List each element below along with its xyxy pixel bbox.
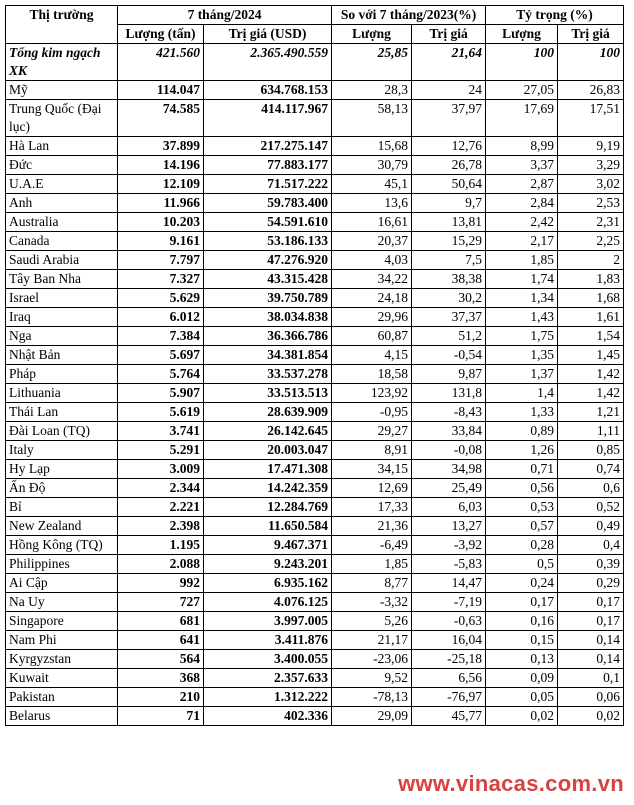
row-market: Iraq — [6, 308, 118, 327]
row-share-value: 26,83 — [558, 81, 624, 100]
row-share-volume: 3,37 — [486, 156, 558, 175]
row-share-value: 1,45 — [558, 346, 624, 365]
row-market: Anh — [6, 194, 118, 213]
table-row — [6, 517, 624, 536]
row-value: 26.142.645 — [204, 422, 332, 441]
row-volume: 7.797 — [118, 251, 204, 270]
row-volume: 74.585 — [118, 100, 204, 137]
row-value: 34.381.854 — [204, 346, 332, 365]
row-cmp-volume: 21,36 — [332, 517, 412, 536]
row-volume: 114.047 — [118, 81, 204, 100]
row-cmp-value: 6,03 — [412, 498, 486, 517]
row-share-volume: 0,57 — [486, 517, 558, 536]
row-share-value: 2,53 — [558, 194, 624, 213]
table-row — [6, 707, 624, 726]
total-share-value: 100 — [558, 44, 624, 81]
row-share-volume: 2,87 — [486, 175, 558, 194]
row-share-volume: 27,05 — [486, 81, 558, 100]
row-share-volume: 1,4 — [486, 384, 558, 403]
header-market: Thị trường — [6, 6, 118, 44]
row-value: 4.076.125 — [204, 593, 332, 612]
row-share-volume: 2,42 — [486, 213, 558, 232]
row-cmp-value: -0,63 — [412, 612, 486, 631]
row-market: Lithuania — [6, 384, 118, 403]
table-row — [6, 612, 624, 631]
row-value: 36.366.786 — [204, 327, 332, 346]
row-cmp-value: 131,8 — [412, 384, 486, 403]
row-cmp-value: 25,49 — [412, 479, 486, 498]
row-share-value: 0,17 — [558, 593, 624, 612]
row-cmp-volume: -78,13 — [332, 688, 412, 707]
row-value: 39.750.789 — [204, 289, 332, 308]
row-cmp-value: 37,97 — [412, 100, 486, 137]
row-market: Thái Lan — [6, 403, 118, 422]
table-row — [6, 384, 624, 403]
row-volume: 1.195 — [118, 536, 204, 555]
row-cmp-volume: 34,15 — [332, 460, 412, 479]
row-cmp-volume: 123,92 — [332, 384, 412, 403]
export-table — [5, 5, 624, 726]
row-share-volume: 2,17 — [486, 232, 558, 251]
row-cmp-value: 34,98 — [412, 460, 486, 479]
table-row — [6, 479, 624, 498]
row-market: Ấn Độ — [6, 479, 118, 498]
table-row — [6, 688, 624, 707]
row-share-value: 2 — [558, 251, 624, 270]
row-share-volume: 1,74 — [486, 270, 558, 289]
row-market: Bỉ — [6, 498, 118, 517]
table-row — [6, 365, 624, 384]
row-volume: 10.203 — [118, 213, 204, 232]
row-volume: 2.344 — [118, 479, 204, 498]
row-cmp-volume: 30,79 — [332, 156, 412, 175]
row-cmp-volume: 1,85 — [332, 555, 412, 574]
row-value: 71.517.222 — [204, 175, 332, 194]
row-cmp-value: 13,81 — [412, 213, 486, 232]
total-cmp-value: 21,64 — [412, 44, 486, 81]
row-volume: 3.741 — [118, 422, 204, 441]
table-row — [6, 422, 624, 441]
row-value: 217.275.147 — [204, 137, 332, 156]
row-share-volume: 0,09 — [486, 669, 558, 688]
row-volume: 14.196 — [118, 156, 204, 175]
row-share-volume: 1,37 — [486, 365, 558, 384]
row-value: 47.276.920 — [204, 251, 332, 270]
row-share-volume: 0,17 — [486, 593, 558, 612]
row-share-value: 1,11 — [558, 422, 624, 441]
table-row — [6, 81, 624, 100]
row-volume: 71 — [118, 707, 204, 726]
row-cmp-value: 15,29 — [412, 232, 486, 251]
table-row — [6, 650, 624, 669]
row-share-volume: 1,75 — [486, 327, 558, 346]
table-row — [6, 137, 624, 156]
row-cmp-value: -0,54 — [412, 346, 486, 365]
row-volume: 727 — [118, 593, 204, 612]
row-cmp-volume: 18,58 — [332, 365, 412, 384]
row-market: Trung Quốc (Đại lục) — [6, 100, 118, 137]
header-cmp-volume: Lượng — [332, 25, 412, 44]
row-cmp-volume: 4,15 — [332, 346, 412, 365]
row-share-value: 0,49 — [558, 517, 624, 536]
row-share-value: 0,06 — [558, 688, 624, 707]
row-cmp-volume: 58,13 — [332, 100, 412, 137]
row-market: Hồng Kông (TQ) — [6, 536, 118, 555]
header-cmp-value: Trị giá — [412, 25, 486, 44]
row-cmp-value: -8,43 — [412, 403, 486, 422]
table-row — [6, 270, 624, 289]
header-share-value: Trị giá — [558, 25, 624, 44]
row-value: 414.117.967 — [204, 100, 332, 137]
row-cmp-volume: 29,27 — [332, 422, 412, 441]
row-cmp-value: -76,97 — [412, 688, 486, 707]
row-volume: 2.088 — [118, 555, 204, 574]
row-cmp-volume: 17,33 — [332, 498, 412, 517]
row-cmp-volume: 28,3 — [332, 81, 412, 100]
row-cmp-volume: 9,52 — [332, 669, 412, 688]
row-cmp-value: 45,77 — [412, 707, 486, 726]
row-cmp-value: 51,2 — [412, 327, 486, 346]
row-cmp-value: 6,56 — [412, 669, 486, 688]
row-share-value: 0,74 — [558, 460, 624, 479]
row-market: Belarus — [6, 707, 118, 726]
row-cmp-volume: 5,26 — [332, 612, 412, 631]
row-volume: 5.619 — [118, 403, 204, 422]
row-cmp-volume: -6,49 — [332, 536, 412, 555]
row-market: Kyrgyzstan — [6, 650, 118, 669]
row-share-volume: 0,24 — [486, 574, 558, 593]
row-cmp-value: 16,04 — [412, 631, 486, 650]
row-share-value: 3,02 — [558, 175, 624, 194]
row-value: 1.312.222 — [204, 688, 332, 707]
row-volume: 641 — [118, 631, 204, 650]
row-market: Ai Cập — [6, 574, 118, 593]
total-volume: 421.560 — [118, 44, 204, 81]
row-cmp-value: 33,84 — [412, 422, 486, 441]
row-market: Israel — [6, 289, 118, 308]
row-cmp-value: 24 — [412, 81, 486, 100]
row-market: Pháp — [6, 365, 118, 384]
row-value: 59.783.400 — [204, 194, 332, 213]
row-cmp-volume: 34,22 — [332, 270, 412, 289]
row-market: U.A.E — [6, 175, 118, 194]
row-market: Đức — [6, 156, 118, 175]
row-volume: 12.109 — [118, 175, 204, 194]
row-cmp-volume: 24,18 — [332, 289, 412, 308]
row-volume: 37.899 — [118, 137, 204, 156]
row-share-value: 0,29 — [558, 574, 624, 593]
row-market: Italy — [6, 441, 118, 460]
header-compare: So với 7 tháng/2023(%) — [332, 6, 486, 25]
table-row — [6, 289, 624, 308]
row-share-value: 1,54 — [558, 327, 624, 346]
row-share-volume: 0,5 — [486, 555, 558, 574]
table-row — [6, 346, 624, 365]
row-cmp-value: 37,37 — [412, 308, 486, 327]
row-cmp-value: -25,18 — [412, 650, 486, 669]
row-cmp-volume: 60,87 — [332, 327, 412, 346]
header-period: 7 tháng/2024 — [118, 6, 332, 25]
row-cmp-volume: 4,03 — [332, 251, 412, 270]
row-cmp-volume: -0,95 — [332, 403, 412, 422]
row-market: Singapore — [6, 612, 118, 631]
row-cmp-value: 14,47 — [412, 574, 486, 593]
row-share-value: 17,51 — [558, 100, 624, 137]
row-volume: 2.398 — [118, 517, 204, 536]
row-share-value: 2,31 — [558, 213, 624, 232]
row-share-value: 0,14 — [558, 631, 624, 650]
row-cmp-volume: 29,96 — [332, 308, 412, 327]
row-cmp-volume: 20,37 — [332, 232, 412, 251]
row-share-value: 1,83 — [558, 270, 624, 289]
row-volume: 6.012 — [118, 308, 204, 327]
row-share-volume: 1,34 — [486, 289, 558, 308]
total-cmp-volume: 25,85 — [332, 44, 412, 81]
table-row — [6, 536, 624, 555]
row-share-volume: 0,53 — [486, 498, 558, 517]
row-value: 33.513.513 — [204, 384, 332, 403]
row-market: Hà Lan — [6, 137, 118, 156]
row-volume: 7.327 — [118, 270, 204, 289]
row-market: Nam Phi — [6, 631, 118, 650]
row-market: Tây Ban Nha — [6, 270, 118, 289]
row-value: 402.336 — [204, 707, 332, 726]
row-share-value: 1,68 — [558, 289, 624, 308]
row-volume: 5.907 — [118, 384, 204, 403]
row-share-value: 0,14 — [558, 650, 624, 669]
table-body — [6, 44, 624, 726]
row-share-value: 0,17 — [558, 612, 624, 631]
row-value: 38.034.838 — [204, 308, 332, 327]
row-volume: 992 — [118, 574, 204, 593]
row-cmp-volume: 29,09 — [332, 707, 412, 726]
row-market: Đài Loan (TQ) — [6, 422, 118, 441]
watermark-text: www.vinacas.com.vn — [398, 771, 624, 796]
row-volume: 5.291 — [118, 441, 204, 460]
table-row — [6, 669, 624, 688]
row-volume: 3.009 — [118, 460, 204, 479]
row-value: 17.471.308 — [204, 460, 332, 479]
row-value: 14.242.359 — [204, 479, 332, 498]
row-cmp-volume: 16,61 — [332, 213, 412, 232]
row-cmp-value: 26,78 — [412, 156, 486, 175]
row-cmp-value: -5,83 — [412, 555, 486, 574]
row-share-volume: 17,69 — [486, 100, 558, 137]
row-share-volume: 1,85 — [486, 251, 558, 270]
row-value: 12.284.769 — [204, 498, 332, 517]
row-volume: 5.697 — [118, 346, 204, 365]
row-market: Nhật Bản — [6, 346, 118, 365]
row-cmp-volume: 12,69 — [332, 479, 412, 498]
table-row — [6, 175, 624, 194]
row-market: Philippines — [6, 555, 118, 574]
header-value: Trị giá (USD) — [204, 25, 332, 44]
row-market: Mỹ — [6, 81, 118, 100]
row-share-value: 2,25 — [558, 232, 624, 251]
row-value: 3.400.055 — [204, 650, 332, 669]
row-market: Nga — [6, 327, 118, 346]
table-row — [6, 403, 624, 422]
table-row — [6, 251, 624, 270]
row-cmp-value: -0,08 — [412, 441, 486, 460]
row-share-value: 0,52 — [558, 498, 624, 517]
row-share-volume: 1,43 — [486, 308, 558, 327]
row-cmp-volume: 45,1 — [332, 175, 412, 194]
row-volume: 210 — [118, 688, 204, 707]
row-value: 77.883.177 — [204, 156, 332, 175]
table-row — [6, 555, 624, 574]
row-volume: 5.764 — [118, 365, 204, 384]
row-share-volume: 0,13 — [486, 650, 558, 669]
row-cmp-value: 9,87 — [412, 365, 486, 384]
row-cmp-value: -7,19 — [412, 593, 486, 612]
row-value: 20.003.047 — [204, 441, 332, 460]
row-cmp-value: 30,2 — [412, 289, 486, 308]
row-cmp-value: 13,27 — [412, 517, 486, 536]
row-share-value: 0,39 — [558, 555, 624, 574]
row-share-value: 1,61 — [558, 308, 624, 327]
header-volume: Lượng (tấn) — [118, 25, 204, 44]
row-value: 53.186.133 — [204, 232, 332, 251]
row-cmp-volume: 13,6 — [332, 194, 412, 213]
row-volume: 9.161 — [118, 232, 204, 251]
row-value: 54.591.610 — [204, 213, 332, 232]
table-row — [6, 498, 624, 517]
row-share-volume: 0,28 — [486, 536, 558, 555]
table-row — [6, 574, 624, 593]
row-cmp-volume: 15,68 — [332, 137, 412, 156]
row-share-value: 0,02 — [558, 707, 624, 726]
row-cmp-value: 7,5 — [412, 251, 486, 270]
total-share-volume: 100 — [486, 44, 558, 81]
table-row — [6, 631, 624, 650]
table-row — [6, 232, 624, 251]
row-share-volume: 0,15 — [486, 631, 558, 650]
table-row — [6, 327, 624, 346]
row-volume: 368 — [118, 669, 204, 688]
table-row — [6, 441, 624, 460]
row-volume: 7.384 — [118, 327, 204, 346]
row-share-volume: 1,33 — [486, 403, 558, 422]
row-volume: 681 — [118, 612, 204, 631]
table-row — [6, 460, 624, 479]
row-cmp-value: -3,92 — [412, 536, 486, 555]
row-cmp-volume: -23,06 — [332, 650, 412, 669]
row-value: 9.467.371 — [204, 536, 332, 555]
row-cmp-value: 50,64 — [412, 175, 486, 194]
row-cmp-volume: -3,32 — [332, 593, 412, 612]
row-share-value: 3,29 — [558, 156, 624, 175]
row-share-volume: 2,84 — [486, 194, 558, 213]
row-share-value: 9,19 — [558, 137, 624, 156]
row-value: 6.935.162 — [204, 574, 332, 593]
row-volume: 2.221 — [118, 498, 204, 517]
table-row — [6, 308, 624, 327]
row-market: Pakistan — [6, 688, 118, 707]
row-value: 3.411.876 — [204, 631, 332, 650]
row-market: New Zealand — [6, 517, 118, 536]
row-market: Canada — [6, 232, 118, 251]
row-cmp-value: 12,76 — [412, 137, 486, 156]
table-row — [6, 156, 624, 175]
row-market: Na Uy — [6, 593, 118, 612]
row-share-value: 0,6 — [558, 479, 624, 498]
row-share-volume: 1,26 — [486, 441, 558, 460]
row-cmp-volume: 8,77 — [332, 574, 412, 593]
row-cmp-value: 38,38 — [412, 270, 486, 289]
row-share-value: 1,42 — [558, 365, 624, 384]
row-volume: 11.966 — [118, 194, 204, 213]
row-share-value: 0,85 — [558, 441, 624, 460]
table-row — [6, 100, 624, 137]
header-share: Tỷ trọng (%) — [486, 6, 624, 25]
row-share-value: 0,1 — [558, 669, 624, 688]
row-value: 28.639.909 — [204, 403, 332, 422]
row-market: Kuwait — [6, 669, 118, 688]
row-share-volume: 0,02 — [486, 707, 558, 726]
row-market: Hy Lạp — [6, 460, 118, 479]
row-cmp-volume: 8,91 — [332, 441, 412, 460]
row-share-value: 1,21 — [558, 403, 624, 422]
row-cmp-value: 9,7 — [412, 194, 486, 213]
row-share-volume: 8,99 — [486, 137, 558, 156]
row-value: 634.768.153 — [204, 81, 332, 100]
total-market: Tổng kim ngạch XK — [6, 44, 118, 81]
row-cmp-volume: 21,17 — [332, 631, 412, 650]
row-share-volume: 1,35 — [486, 346, 558, 365]
row-share-volume: 0,89 — [486, 422, 558, 441]
row-value: 9.243.201 — [204, 555, 332, 574]
row-value: 2.357.633 — [204, 669, 332, 688]
total-row — [6, 44, 624, 81]
row-share-volume: 0,56 — [486, 479, 558, 498]
row-share-value: 1,42 — [558, 384, 624, 403]
row-market: Australia — [6, 213, 118, 232]
table-row — [6, 593, 624, 612]
row-value: 33.537.278 — [204, 365, 332, 384]
row-value: 11.650.584 — [204, 517, 332, 536]
row-market: Saudi Arabia — [6, 251, 118, 270]
row-share-volume: 0,05 — [486, 688, 558, 707]
table-row — [6, 194, 624, 213]
row-share-value: 0,4 — [558, 536, 624, 555]
row-volume: 564 — [118, 650, 204, 669]
header-share-volume: Lượng — [486, 25, 558, 44]
row-share-volume: 0,16 — [486, 612, 558, 631]
total-value: 2.365.490.559 — [204, 44, 332, 81]
table-row — [6, 213, 624, 232]
row-share-volume: 0,71 — [486, 460, 558, 479]
row-value: 3.997.005 — [204, 612, 332, 631]
row-value: 43.315.428 — [204, 270, 332, 289]
row-volume: 5.629 — [118, 289, 204, 308]
